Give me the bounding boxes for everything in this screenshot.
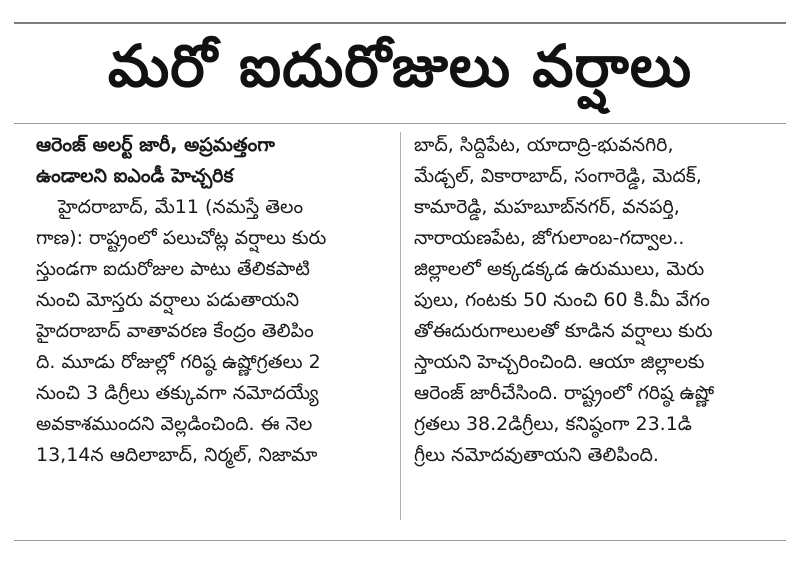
column-separator [400,132,401,520]
body-line: బాద్, సిద్దిపేట, యాదాద్రి-భువనగిరి, [414,134,674,156]
subheadline-line: ఉండాలని ఐఎండీ హెచ్చరిక [36,165,234,187]
subheadline-line: ఆరెంజ్ అలర్ట్ జారీ, అప్రమత్తంగా [36,134,275,156]
body-line: ఆరెంజ్ జారీచేసింది. రాష్ట్రంలో గరిష్ఠ ఉష్ణో [414,382,715,404]
body-line: తోఈదురుగాలులతో కూడిన వర్షాలు కురు [414,320,713,342]
body-line: నుంచి మోస్తరు వర్షాలు పడుతాయని [36,289,300,311]
body-line: జిల్లాలలో అక్కడక్కడ ఉరుములు, మెరు [414,258,705,280]
body-line: గ్రతలు 38.2డిగ్రీలు, కనిష్ఠంగా 23.1డి [414,413,692,435]
body-line: నారాయణపేట, జోగులాంబ-గద్వాల.. [414,227,685,249]
body-line: హైదరాబాద్, మే11 (నమస్తే తెలం [58,196,304,218]
body-line: గాణ): రాష్ట్రంలో పలుచోట్ల వర్షాలు కురు [36,227,327,249]
body-line: 13,14న ఆదిలాబాద్, నిర్మల్, నిజామా [36,444,318,466]
body-line: స్తుండగా ఐదురోజుల పాటు తేలికపాటి [36,258,310,280]
body-line: కామారెడ్డి, మహబూబ్‌నగర్, వనపర్తి, [414,196,680,218]
right-column [414,130,786,471]
top-rule [14,22,786,24]
headline-rule [14,123,786,124]
body-line: ది. మూడు రోజుల్లో గరిష్ఠ ఉష్ణోగ్రతలు 2 [36,351,321,373]
left-column [36,130,392,471]
bottom-rule [14,540,786,541]
body-line: గ్రీలు నమోదవుతాయని తెలిపింది. [414,444,659,466]
body-line: మేడ్చల్, వికారాబాద్, సంగారెడ్డి, మెదక్, [414,165,702,187]
body-line: అవకాశముందని వెల్లడించింది. ఈ నెల [36,413,313,435]
body-line: నుంచి 3 డిగ్రీలు తక్కువగా నమోదయ్యే [36,382,319,404]
body-line: పులు, గంటకు 50 నుంచి 60 కి.మీ వేగం [414,289,710,311]
subheadline [36,130,392,192]
body-line: హైదరాబాద్ వాతావరణ కేంద్రం తెలిపిం [36,320,314,342]
body-line: స్తాయని హెచ్చరించింది. ఆయా జిల్లాలకు [414,351,705,373]
headline: మరో ఐదురోజులు వర్షాలు [107,31,693,100]
